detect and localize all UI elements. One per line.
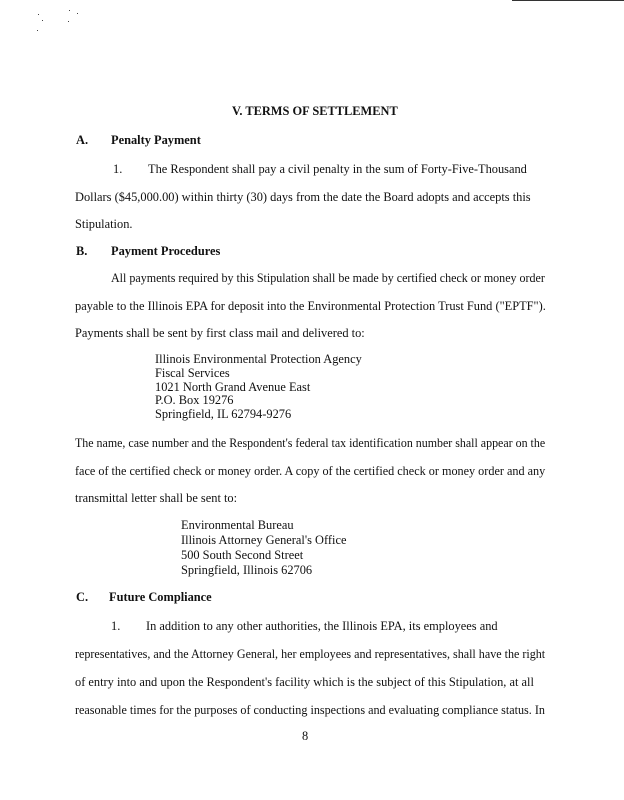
paragraph-line: The name, case number and the Respondent's federal tax identification number shall appear on the [75, 436, 546, 450]
section-c-para-number: 1. [111, 619, 121, 633]
scan-edge-line [512, 0, 624, 1]
page-number: 8 [302, 729, 309, 743]
section-a-letter: A. [76, 133, 89, 147]
paragraph-line: Payments shall be sent by first class mail and delivered to: [75, 326, 365, 340]
address-line: P.O. Box 19276 [155, 393, 234, 407]
section-a-title: Penalty Payment [111, 133, 201, 147]
section-b-letter: B. [76, 244, 88, 258]
paragraph-line: transmittal letter shall be sent to: [75, 491, 238, 505]
address-line: Springfield, Illinois 62706 [181, 563, 313, 577]
paragraph-line: Dollars ($45,000.00) within thirty (30) days from the date the Board adopts and accepts this [75, 190, 531, 204]
address-line: Environmental Bureau [181, 518, 294, 532]
paragraph-line: payable to the Illinois EPA for deposit into the Environmental Protection Trust Fund ("EPTF"). [75, 299, 546, 313]
scan-speck [38, 14, 39, 15]
paragraph-line: face of the certified check or money order. A copy of the certified check or money order and any [75, 464, 546, 478]
scan-speck [68, 21, 69, 22]
scan-speck [37, 30, 38, 31]
address-line: 500 South Second Street [181, 548, 304, 562]
paragraph-line: representatives, and the Attorney General, her employees and representatives, shall have the right [75, 647, 546, 661]
scan-speck [69, 10, 70, 11]
section-a-para-number: 1. [113, 162, 123, 176]
address-line: Illinois Environmental Protection Agency [155, 352, 362, 366]
address-line: Illinois Attorney General's Office [181, 533, 347, 547]
paragraph-line: reasonable times for the purposes of conducting inspections and evaluating compliance status. In [75, 703, 545, 717]
paragraph-line: of entry into and upon the Respondent's facility which is the subject of this Stipulation, at all [75, 675, 534, 689]
section-c-title: Future Compliance [109, 590, 212, 604]
section-c-letter: C. [76, 590, 89, 604]
paragraph-line: The Respondent shall pay a civil penalty in the sum of Forty-Five-Thousand [148, 162, 527, 176]
address-line: 1021 North Grand Avenue East [155, 380, 311, 394]
paragraph-line: Stipulation. [75, 217, 133, 231]
paragraph-line: All payments required by this Stipulation shall be made by certified check or money order [111, 271, 545, 285]
address-line: Fiscal Services [155, 366, 230, 380]
section-b-title: Payment Procedures [111, 244, 221, 258]
scan-speck [42, 20, 43, 21]
address-line: Springfield, IL 62794-9276 [155, 407, 292, 421]
scan-speck [77, 13, 78, 14]
section-heading: V. TERMS OF SETTLEMENT [232, 104, 398, 118]
paragraph-line: In addition to any other authorities, the Illinois EPA, its employees and [146, 619, 498, 633]
